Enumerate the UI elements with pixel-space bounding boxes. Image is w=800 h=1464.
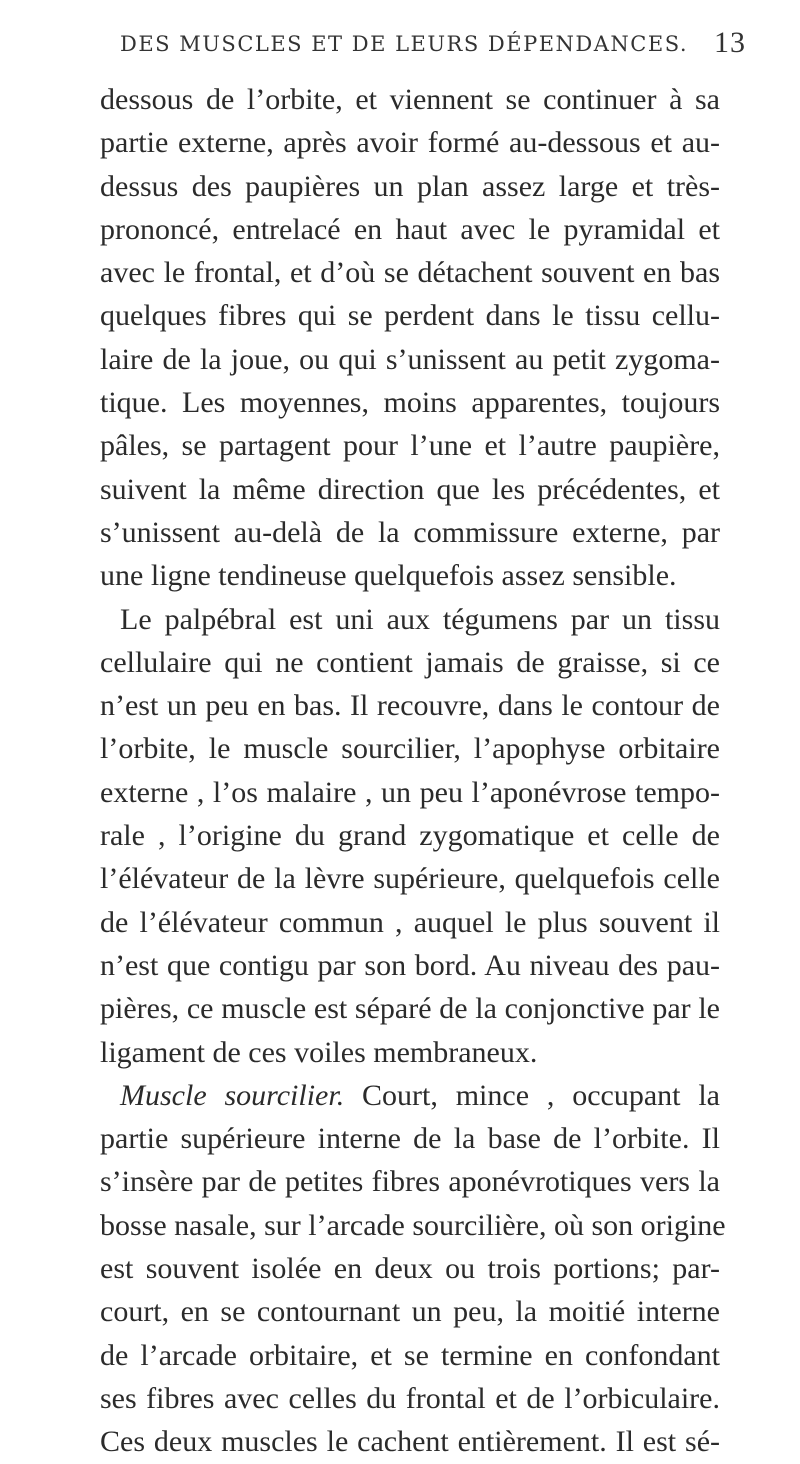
text-line: Le palpébral est uni aux tégumens par un tissu <box>120 602 720 636</box>
text-line: bosse nasale, sur l’arcade sourcilière, où son origine <box>100 1208 726 1242</box>
text-line: dessous de l’orbite, et viennent se continuer à sa <box>100 83 720 116</box>
text-line: pières, ce muscle est séparé de la conjonctive par le <box>100 992 720 1026</box>
text-line: court, en se contournant un peu, la moitié interne <box>100 1295 720 1329</box>
running-title: DES MUSCLES ET DE LEURS DÉPENDANCES. <box>120 32 689 56</box>
text-line: externe , l’os malaire , un peu l’aponévrose tempo- <box>100 775 720 809</box>
text-line: suivent la même direction que les précédentes, et <box>100 472 720 506</box>
text-line: dessus des paupières un plan assez large et très- <box>100 169 720 203</box>
text-line: prononcé, entrelacé en haut avec le pyramidal et <box>100 212 720 246</box>
text-line: ligament de ces voiles membraneux. <box>100 1035 538 1069</box>
text-line: une ligne tendineuse quelquefois assez sensible. <box>100 559 677 593</box>
text-line: de l’élévateur commun , auquel le plus souvent il <box>100 905 720 939</box>
section-first-line <box>100 1074 720 1117</box>
text-line: n’est que contigu par son bord. Au niveau des pau- <box>100 948 720 982</box>
text-line: l’orbite, le muscle sourcilier, l’apophyse orbitaire <box>100 732 720 766</box>
text-line: pâles, se partagent pour l’une et l’autre paupière, <box>100 429 720 463</box>
text-line: laire de la joue, ou qui s’unissent au petit zygoma- <box>100 342 720 376</box>
text-line: Ces deux muscles le cachent entièrement. Il est sé- <box>100 1425 720 1459</box>
section-first-line-rest: Court, mince , occupant la <box>344 1078 720 1112</box>
text-line: partie externe, après avoir formé au-dessous et au- <box>100 126 720 160</box>
text-line: quelques fibres qui se perdent dans le tissu cellu- <box>100 299 720 333</box>
text-line: avec le frontal, et d’où se détachent souvent en bas <box>100 256 720 290</box>
text-line: tique. Les moyennes, moins apparentes, toujours <box>100 386 720 420</box>
text-line: s’insère par de petites fibres aponévrotiques vers la <box>100 1165 720 1199</box>
text-line: l’élévateur de la lèvre supérieure, quelquefois celle <box>100 862 720 896</box>
text-line: s’unissent au-delà de la commissure externe, par <box>100 515 720 549</box>
text-line: est souvent isolée en deux ou trois portions; par- <box>100 1252 720 1286</box>
running-head <box>120 26 746 72</box>
page-number: 13 <box>714 26 746 59</box>
text-line: rale , l’origine du grand zygomatique et celle de <box>100 819 720 853</box>
text-line: n’est un peu en bas. Il recouvre, dans le contour de <box>100 689 720 723</box>
text-line: partie supérieure interne de la base de l’orbite. Il <box>100 1122 720 1156</box>
section-heading: Muscle sourcilier. <box>120 1078 345 1112</box>
text-line: de l’arcade orbitaire, et se termine en confondant <box>100 1338 720 1372</box>
text-line: cellulaire qui ne contient jamais de graisse, si ce <box>100 645 720 679</box>
body-text <box>100 78 726 1464</box>
text-line: ses fibres avec celles du frontal et de l’orbiculaire. <box>100 1381 720 1415</box>
